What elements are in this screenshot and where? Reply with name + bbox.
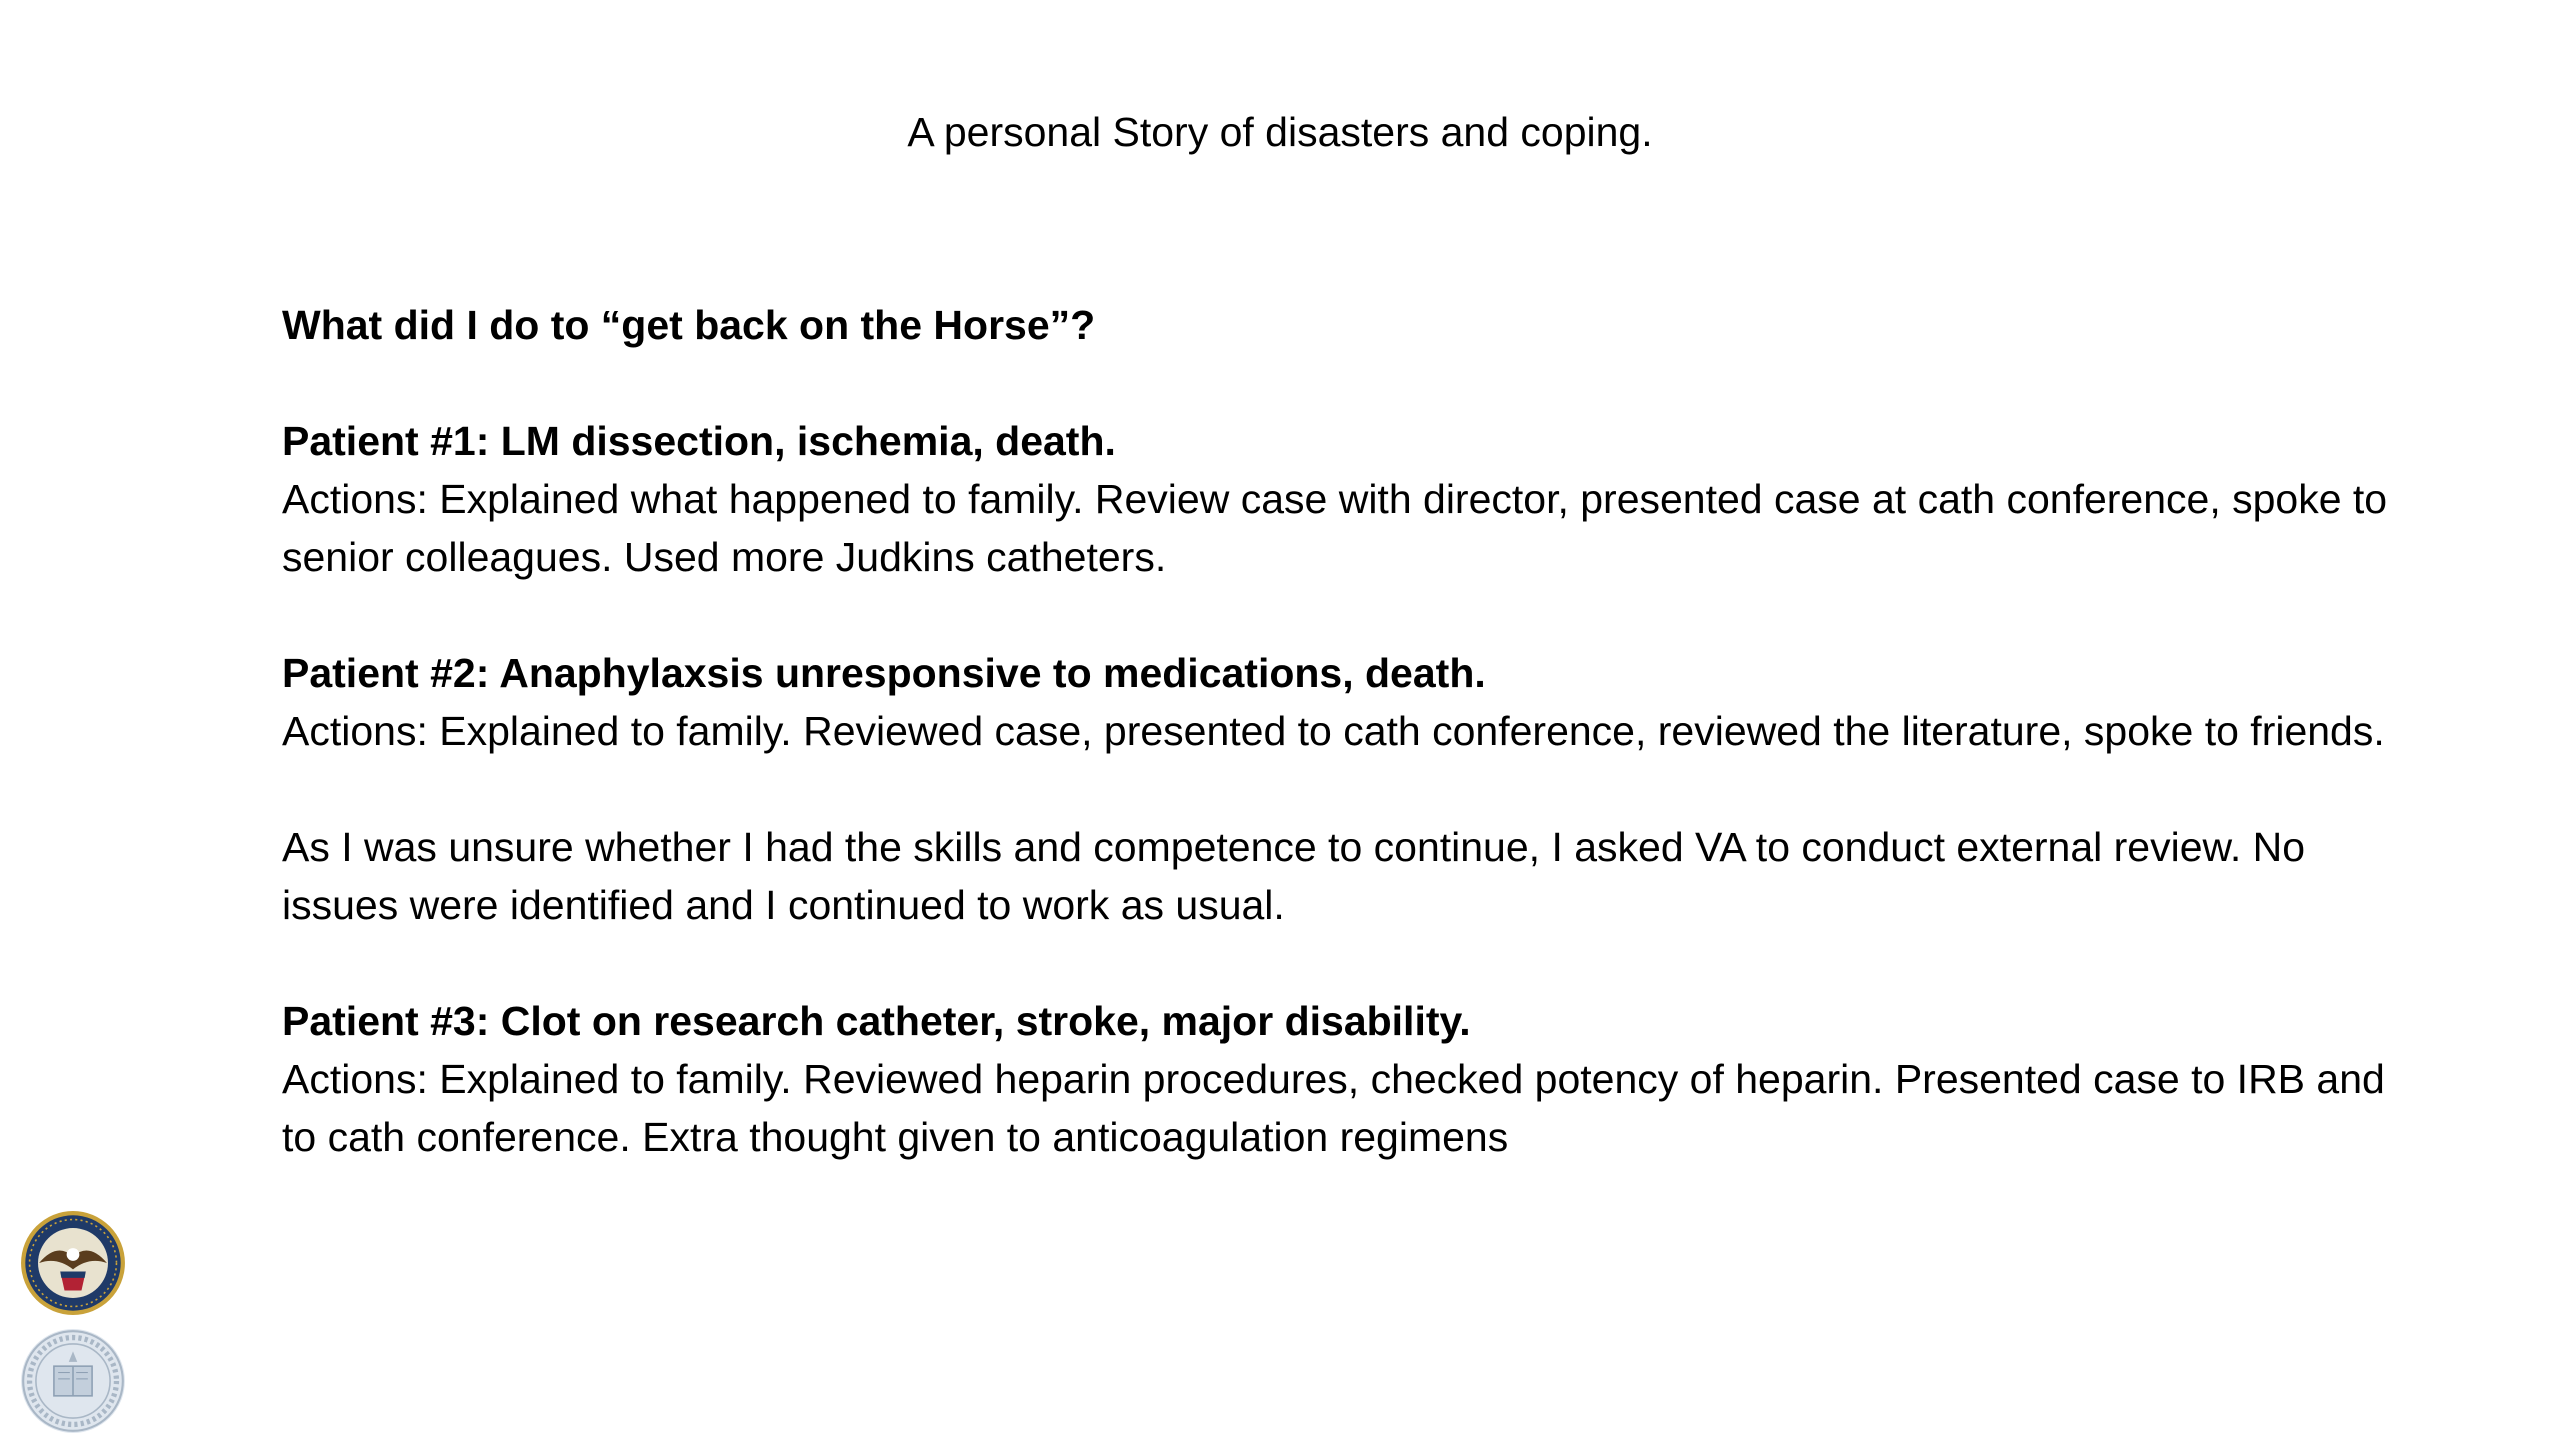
patient-1-actions: Actions: Explained what happened to family. Review case with director, presented case at cath conference, spoke to senior colleagues. Used more Judkins catheters.	[282, 476, 2388, 580]
uc-seal-icon	[20, 1328, 126, 1434]
patient-2-actions: Actions: Explained to family. Reviewed case, presented to cath conference, reviewed the literature, spoke to friends.	[282, 708, 2385, 754]
spacer	[282, 354, 2422, 412]
spacer	[282, 934, 2422, 992]
slide-heading: What did I do to “get back on the Horse”?	[282, 302, 1096, 348]
va-seal-icon	[20, 1210, 126, 1316]
spacer	[282, 760, 2422, 818]
patient-3-actions: Actions: Explained to family. Reviewed heparin procedures, checked potency of heparin. Presented case to IRB and to cath conference. Extra thought given to anticoagulation regimens	[282, 1056, 2385, 1160]
slide-content	[282, 296, 2422, 1166]
spacer	[282, 586, 2422, 644]
patient-2-heading: Patient #2: Anaphylaxsis unresponsive to medications, death.	[282, 650, 1486, 696]
external-review-note: As I was unsure whether I had the skills and competence to continue, I asked VA to conduct external review. No issues were identified and I continued to work as usual.	[282, 824, 2306, 928]
patient-1-heading: Patient #1: LM dissection, ischemia, death.	[282, 418, 1116, 464]
patient-3-heading: Patient #3: Clot on research catheter, stroke, major disability.	[282, 998, 1471, 1044]
slide-title: A personal Story of disasters and coping.	[907, 109, 1653, 155]
